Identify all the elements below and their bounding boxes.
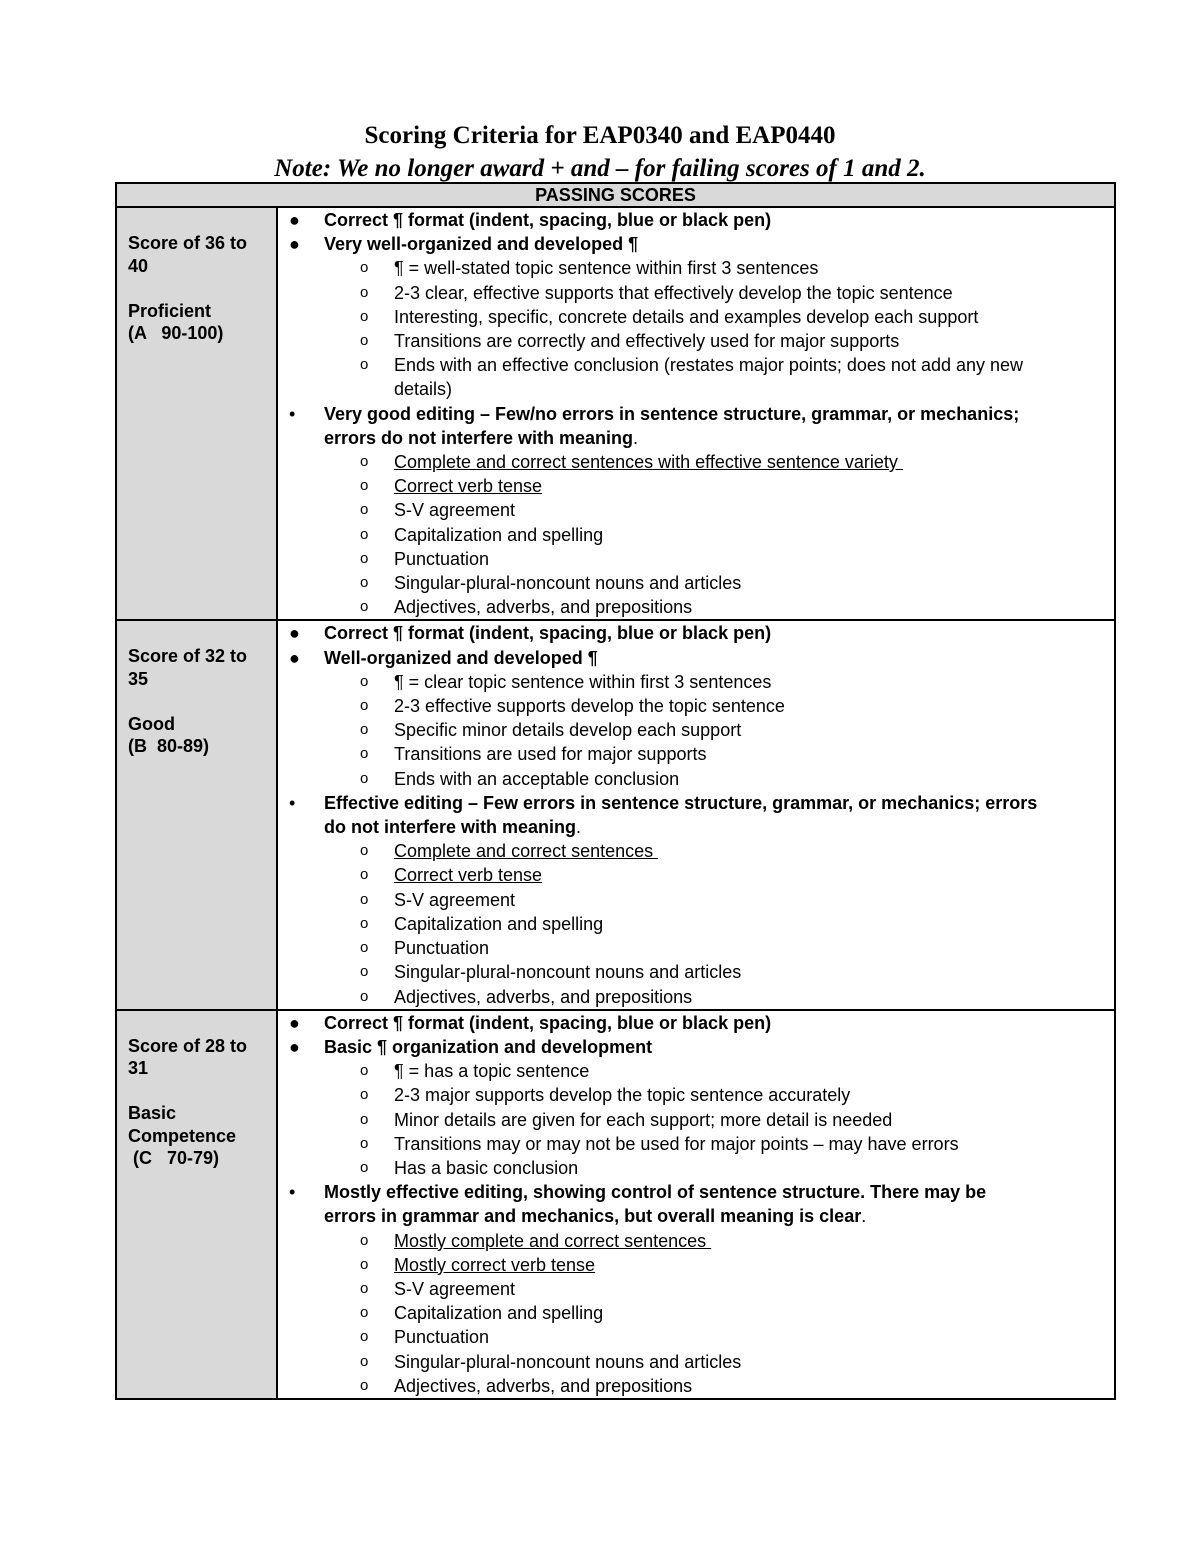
circle-bullet-icon: o xyxy=(360,1086,369,1104)
sub-item: o Capitalization and spelling xyxy=(278,912,1114,936)
score-label: Score of 28 to 31 Basic Competence (C 70-79) xyxy=(128,1035,248,1169)
sub-item: o Has a basic conclusion xyxy=(278,1156,1114,1180)
circle-bullet-icon: o xyxy=(360,890,369,908)
criteria-item: • Mostly effective editing, showing control of sentence structure. There may be xyxy=(278,1180,1114,1204)
bullet-icon: • xyxy=(289,1182,296,1203)
bullet-icon: • xyxy=(289,403,296,424)
bullet-icon: ● xyxy=(289,1012,300,1033)
sub-item: o ¶ = has a topic sentence xyxy=(278,1059,1114,1083)
circle-bullet-icon: o xyxy=(360,745,369,763)
circle-bullet-icon: o xyxy=(360,842,369,860)
sub-item: o ¶ = well-stated topic sentence within first 3 sentences xyxy=(278,256,1114,280)
score-cell xyxy=(116,620,277,1009)
sub-item: o ¶ = clear topic sentence within first 3 sentences xyxy=(278,670,1114,694)
score-label: Score of 36 to 40 Proficient (A 90-100) xyxy=(128,233,248,343)
score-cell xyxy=(116,1010,277,1399)
sub-item: o Singular-plural-noncount nouns and articles xyxy=(278,960,1114,984)
circle-bullet-icon: o xyxy=(360,356,369,374)
sub-item: o 2-3 clear, effective supports that effectively develop the topic sentence xyxy=(278,281,1114,305)
sub-item: o Mostly correct verb tense xyxy=(278,1253,1114,1277)
circle-bullet-icon: o xyxy=(360,598,369,616)
circle-bullet-icon: o xyxy=(360,1134,369,1152)
sub-item: o Ends with an effective conclusion (restates major points; does not add any new xyxy=(278,353,1114,377)
circle-bullet-icon: o xyxy=(360,866,369,884)
circle-bullet-icon: o xyxy=(360,914,369,932)
criteria-cell xyxy=(277,620,1115,1009)
bullet-icon: ● xyxy=(289,623,300,644)
sub-item: o 2-3 effective supports develop the topic sentence xyxy=(278,694,1114,718)
circle-bullet-icon: o xyxy=(360,1352,369,1370)
sub-item: o Mostly complete and correct sentences xyxy=(278,1229,1114,1253)
circle-bullet-icon: o xyxy=(360,1328,369,1346)
score-label: Score of 32 to 35 Good (B 80-89) xyxy=(128,646,248,757)
criteria-item: ● Well-organized and developed ¶ xyxy=(278,646,1114,670)
sub-item: o Complete and correct sentences xyxy=(278,839,1114,863)
sub-item: o Capitalization and spelling xyxy=(278,1301,1114,1325)
circle-bullet-icon: o xyxy=(360,963,369,981)
sub-item: o 2-3 major supports develop the topic sentence accurately xyxy=(278,1083,1114,1107)
circle-bullet-icon: o xyxy=(360,721,369,739)
sub-item: o Minor details are given for each support; more detail is needed xyxy=(278,1108,1114,1132)
circle-bullet-icon: o xyxy=(360,1376,369,1394)
sub-item: o S-V agreement xyxy=(278,1277,1114,1301)
scoring-table xyxy=(115,182,1116,1400)
circle-bullet-icon: o xyxy=(360,501,369,519)
sub-item: o Adjectives, adverbs, and prepositions xyxy=(278,985,1114,1009)
score-row xyxy=(116,1010,1115,1399)
criteria-item-continued: do not interfere with meaning. xyxy=(324,817,582,838)
bullet-icon: ● xyxy=(289,647,300,668)
sub-item: o Capitalization and spelling xyxy=(278,523,1114,547)
score-row xyxy=(116,620,1115,1009)
sub-item: o S-V agreement xyxy=(278,498,1114,522)
sub-item: o Complete and correct sentences with effective sentence variety xyxy=(278,450,1114,474)
criteria-item: ● Very well-organized and developed ¶ xyxy=(278,232,1114,256)
sub-item: o Specific minor details develop each support xyxy=(278,718,1114,742)
sub-item: o Correct verb tense xyxy=(278,863,1114,887)
sub-item: o Transitions may or may not be used for major points – may have errors xyxy=(278,1132,1114,1156)
circle-bullet-icon: o xyxy=(360,697,369,715)
sub-item: o Punctuation xyxy=(278,936,1114,960)
circle-bullet-icon: o xyxy=(360,283,369,301)
sub-item-continued: details) xyxy=(394,379,453,400)
circle-bullet-icon: o xyxy=(360,525,369,543)
sub-item: o Interesting, specific, concrete details and examples develop each support xyxy=(278,305,1114,329)
circle-bullet-icon: o xyxy=(360,307,369,325)
criteria-item-continued: errors in grammar and mechanics, but overall meaning is clear. xyxy=(324,1206,867,1227)
circle-bullet-icon: o xyxy=(360,1110,369,1128)
circle-bullet-icon: o xyxy=(360,453,369,471)
criteria-item-continued: errors do not interfere with meaning. xyxy=(324,427,639,448)
bullet-icon: ● xyxy=(289,210,300,230)
sub-item: o Punctuation xyxy=(278,547,1114,571)
circle-bullet-icon: o xyxy=(360,672,369,690)
circle-bullet-icon: o xyxy=(360,1279,369,1297)
sub-item: o Ends with an acceptable conclusion xyxy=(278,767,1114,791)
table-header-row xyxy=(116,183,1115,207)
circle-bullet-icon: o xyxy=(360,987,369,1005)
bullet-icon: ● xyxy=(289,234,300,255)
criteria-item: • Very good editing – Few/no errors in sentence structure, grammar, or mechanics; xyxy=(278,402,1114,426)
circle-bullet-icon: o xyxy=(360,1231,369,1249)
criteria-item: ● Correct ¶ format (indent, spacing, blue or black pen) xyxy=(278,208,1114,232)
criteria-item: ● Correct ¶ format (indent, spacing, blue or black pen) xyxy=(278,1011,1114,1035)
bullet-icon: • xyxy=(289,792,296,813)
circle-bullet-icon: o xyxy=(360,1158,369,1176)
sub-item: o Singular-plural-noncount nouns and articles xyxy=(278,571,1114,595)
circle-bullet-icon: o xyxy=(360,574,369,592)
criteria-item: • Effective editing – Few errors in sentence structure, grammar, or mechanics; errors xyxy=(278,791,1114,815)
criteria-cell xyxy=(277,207,1115,620)
document-note: Note: We no longer award + and – for failing scores of 1 and 2. xyxy=(274,155,926,182)
score-row xyxy=(116,207,1115,620)
circle-bullet-icon: o xyxy=(360,769,369,787)
criteria-item: ● Basic ¶ organization and development xyxy=(278,1035,1114,1059)
score-cell xyxy=(116,207,277,620)
circle-bullet-icon: o xyxy=(360,1304,369,1322)
circle-bullet-icon: o xyxy=(360,939,369,957)
circle-bullet-icon: o xyxy=(360,332,369,350)
bullet-icon: ● xyxy=(289,1036,300,1057)
sub-item: o Transitions are used for major supports xyxy=(278,742,1114,766)
document-title: Scoring Criteria for EAP0340 and EAP0440 xyxy=(364,122,836,149)
circle-bullet-icon: o xyxy=(360,477,369,495)
criteria-cell xyxy=(277,1010,1115,1399)
circle-bullet-icon: o xyxy=(360,549,369,567)
sub-item: o Correct verb tense xyxy=(278,474,1114,498)
sub-item: o Transitions are correctly and effectively used for major supports xyxy=(278,329,1114,353)
sub-item: o Adjectives, adverbs, and prepositions xyxy=(278,1374,1114,1398)
circle-bullet-icon: o xyxy=(360,259,369,277)
passing-scores-header: PASSING SCORES xyxy=(116,183,1115,207)
sub-item: o Adjectives, adverbs, and prepositions xyxy=(278,595,1114,619)
criteria-item: ● Correct ¶ format (indent, spacing, blue or black pen) xyxy=(278,621,1114,645)
circle-bullet-icon: o xyxy=(360,1255,369,1273)
sub-item: o S-V agreement xyxy=(278,888,1114,912)
sub-item: o Singular-plural-noncount nouns and articles xyxy=(278,1350,1114,1374)
sub-item: o Punctuation xyxy=(278,1325,1114,1349)
circle-bullet-icon: o xyxy=(360,1062,369,1080)
